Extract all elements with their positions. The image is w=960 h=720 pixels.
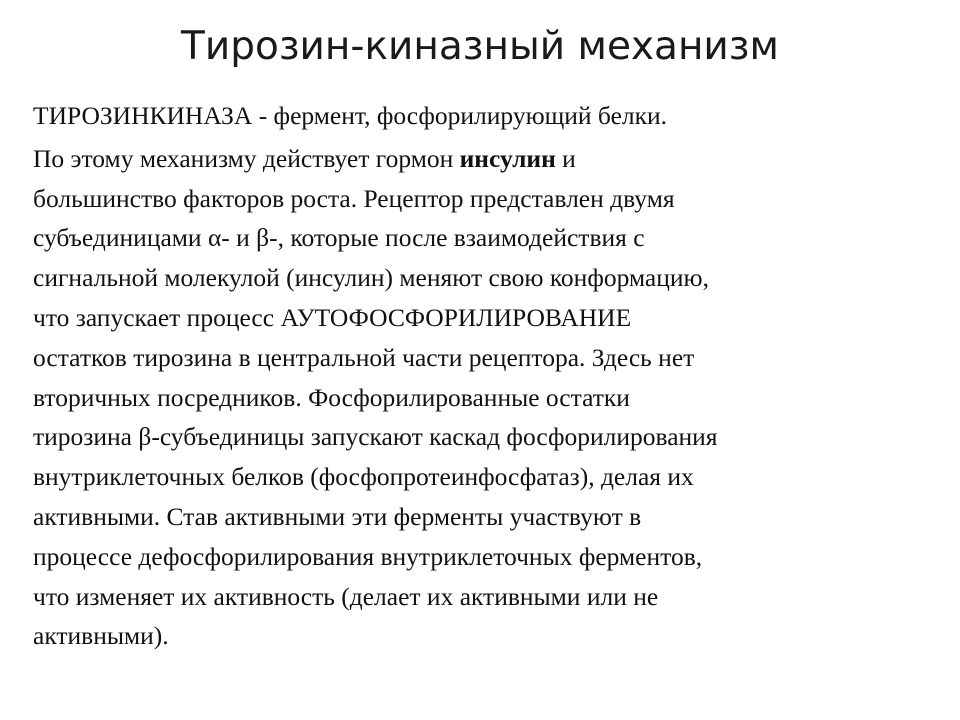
paragraph-line: сигнальной молекулой (инсулин) меняют свою конформацию,: [33, 263, 709, 293]
paragraph-line: вторичных посредников. Фосфорилированные остатки: [33, 382, 630, 412]
definition-text: ТИРОЗИНКИНАЗА - фермент, фосфорилирующий белки.: [33, 101, 668, 130]
paragraph-line: тирозина β-субъединицы запускают каскад фосфорилирования: [33, 422, 718, 452]
hormone-name: инсулин: [459, 143, 556, 173]
paragraph-line: внутриклеточных белков (фосфопротеинфосфатаз), делая их: [33, 462, 694, 492]
paragraph-line: что изменяет их активность (делает их активными или не: [33, 581, 659, 611]
paragraph-line: большинство факторов роста. Рецептор представлен двумя: [33, 183, 675, 213]
paragraph-line: и: [555, 143, 576, 173]
paragraph-line: что запускает процесс АУТОФОСФОРИЛИРОВАНИЕ: [33, 302, 632, 332]
paragraph-line: активными).: [33, 621, 169, 651]
main-paragraph: [33, 139, 933, 656]
paragraph-line: активными. Став активными эти ферменты участвуют в: [33, 501, 642, 531]
paragraph-lead: По этому механизму действует гормон: [33, 143, 460, 173]
paragraph-line: процессе дефосфорилирования внутриклеточных ферментов,: [33, 541, 703, 571]
slide-body: [33, 96, 933, 656]
paragraph-line: остатков тирозина в центральной части рецептора. Здесь нет: [33, 342, 695, 372]
paragraph-line: субъединицами α- и β-, которые после взаимодействия с: [33, 223, 645, 253]
slide-title: Тирозин-киназный механизм: [181, 24, 779, 69]
